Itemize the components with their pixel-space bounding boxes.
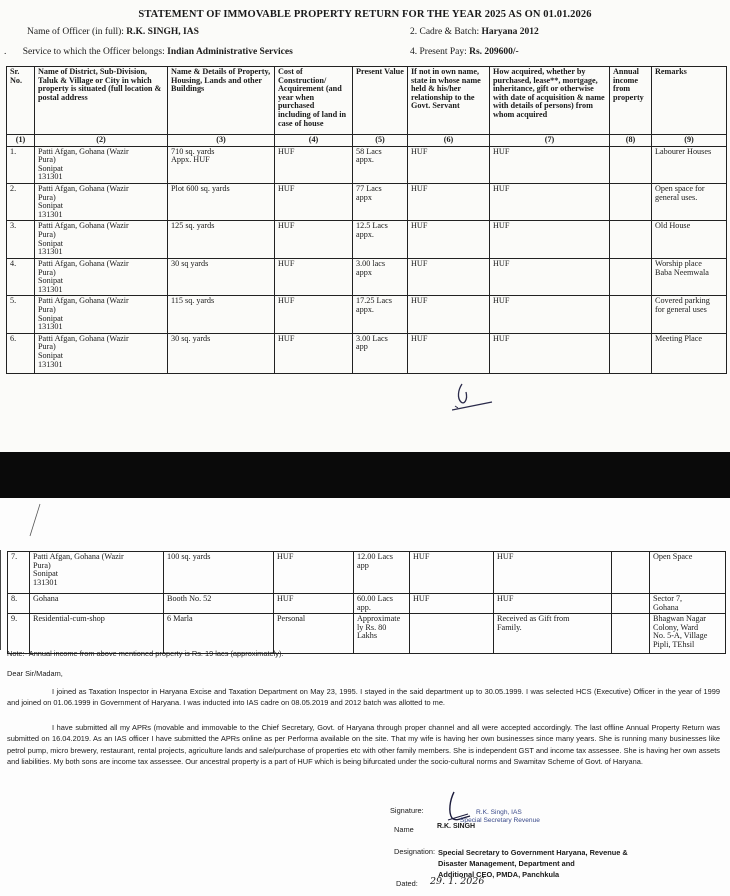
location-cell-line: Patti Afgan, Gohana (Wazir: [38, 221, 129, 231]
officer-label: Name of Officer (in full):: [27, 27, 124, 37]
location-cell-line: Patti Afgan, Gohana (Wazir: [33, 552, 124, 561]
designation-line: Disaster Management, Department and: [438, 859, 575, 869]
sr-no-cell: 2.: [7, 184, 35, 221]
remarks-cell-line: general uses.: [655, 192, 698, 202]
value-cell: [353, 258, 408, 295]
remarks-cell: [652, 184, 727, 221]
location-cell: [35, 296, 168, 333]
value-cell: [354, 614, 410, 654]
header-cell: Cost of Construction/ Acquirement (and year when purchased including of land in case of house: [275, 67, 353, 135]
income-cell: [610, 221, 652, 258]
header-cell: Present Value: [353, 67, 408, 135]
owner-cell: HUF: [410, 594, 494, 614]
value-cell-line: Approximate: [357, 614, 401, 624]
owner-cell: HUF: [408, 146, 490, 183]
location-cell-line: Gohana: [33, 594, 59, 603]
remarks-cell-line: Gohana: [653, 602, 679, 612]
signature-label: Signature:: [390, 806, 424, 815]
income-cell: [610, 258, 652, 295]
pay-line: [410, 47, 519, 57]
value-cell-line: 3.00 lacs: [356, 258, 386, 268]
page-two: [0, 498, 730, 896]
table-row: [7, 296, 727, 333]
acquired-cell: HUF: [490, 258, 610, 295]
col-number: (7): [490, 135, 610, 147]
remarks-cell-line: Sector 7,: [653, 594, 683, 603]
details-cell: [168, 146, 275, 183]
header-cell: Sr. No.: [7, 67, 35, 135]
value-cell: [353, 296, 408, 333]
location-cell-line: Sonipat: [38, 163, 64, 173]
remarks-cell: [652, 146, 727, 183]
table-row: [7, 146, 727, 183]
cost-cell: HUF: [275, 146, 353, 183]
owner-cell: [410, 614, 494, 654]
owner-cell: HUF: [408, 333, 490, 373]
location-cell: [30, 614, 164, 654]
value-cell: [353, 146, 408, 183]
header-cell: Remarks: [652, 67, 727, 135]
details-cell-line: 710 sq. yards: [171, 146, 215, 156]
col-number: (9): [652, 135, 727, 147]
cost-cell: HUF: [275, 221, 353, 258]
location-cell-line: Patti Afgan, Gohana (Wazir: [38, 146, 129, 156]
table-row: [8, 594, 726, 614]
remarks-cell: [652, 296, 727, 333]
location-cell: [35, 258, 168, 295]
value-cell-line: 17.25 Lacs: [356, 296, 392, 306]
location-cell: [35, 184, 168, 221]
cost-cell: HUF: [275, 184, 353, 221]
value-cell-line: 77 Lacs: [356, 184, 382, 194]
table-row: [7, 333, 727, 373]
acquired-cell: HUF: [490, 146, 610, 183]
table-row: [8, 614, 726, 654]
location-cell-line: Pura): [38, 267, 56, 277]
income-cell: [610, 333, 652, 373]
acquired-cell-line: HUF: [497, 594, 514, 603]
location-cell-line: 131301: [38, 284, 63, 294]
details-cell-line: Booth No. 52: [167, 594, 212, 603]
details-cell-line: 30 sq yards: [171, 258, 209, 268]
value-cell-line: 3.00 Lacs: [356, 333, 388, 343]
sr-no-cell: 5.: [7, 296, 35, 333]
service-value: Indian Administrative Services: [167, 47, 293, 57]
location-cell: [35, 146, 168, 183]
remarks-cell-line: Open Space: [653, 552, 693, 561]
remarks-cell: [650, 552, 726, 594]
value-cell-line: 12.5 Lacs: [356, 221, 388, 231]
header-row: [7, 67, 727, 135]
acquired-cell: HUF: [490, 333, 610, 373]
cadre-line: [410, 27, 539, 37]
value-cell-line: 12.00 Lacs: [357, 552, 393, 561]
location-cell-line: Pura): [38, 342, 56, 352]
cost-cell: HUF: [275, 333, 353, 373]
remarks-cell-line: Old House: [655, 221, 691, 231]
page-separator: [0, 452, 730, 498]
value-cell: [353, 184, 408, 221]
location-cell-line: 131301: [38, 359, 63, 369]
value-cell: [354, 552, 410, 594]
property-table-page1: [6, 66, 727, 374]
designation-line: Special Secretary to Government Haryana, Revenue &: [438, 848, 628, 857]
income-cell: [612, 552, 650, 594]
sr-no-cell: 8.: [8, 594, 30, 614]
remarks-cell-line: Meeting Place: [655, 333, 703, 343]
dated-value: 29. 1. 2026: [430, 876, 485, 887]
sr-no-cell: 7.: [8, 552, 30, 594]
location-cell-line: Residential-cum-shop: [33, 614, 105, 624]
details-cell-line: 125 sq. yards: [171, 221, 215, 231]
acquired-cell: [494, 552, 612, 594]
owner-cell: HUF: [408, 258, 490, 295]
service-line: [4, 47, 293, 57]
details-cell: [168, 296, 275, 333]
location-cell-line: Pura): [38, 304, 56, 314]
remarks-cell-line: No. 5-A, Village: [653, 631, 708, 641]
location-cell: [35, 221, 168, 258]
remarks-cell: [652, 258, 727, 295]
statement-title: STATEMENT OF IMMOVABLE PROPERTY RETURN FOR THE YEAR 2025 AS ON 01.01.2026: [138, 9, 592, 20]
location-cell-line: 131301: [33, 577, 58, 587]
property-table-page2: [7, 551, 726, 654]
header-cell: Name & Details of Property, Housing, Lands and other Buildings: [168, 67, 275, 135]
designation-label: Designation:: [394, 847, 436, 856]
acquired-cell: HUF: [490, 184, 610, 221]
value-cell-line: app.: [357, 602, 371, 612]
income-cell: [610, 296, 652, 333]
details-cell-line: Appx. HUF: [171, 155, 210, 165]
remarks-cell-line: Bhagwan Nagar: [653, 614, 706, 624]
details-cell: [164, 614, 274, 654]
remarks-cell-line: Labourer Houses: [655, 146, 712, 156]
value-cell-line: 60.00 Lacs: [357, 594, 393, 603]
remarks-cell-line: Colony, Ward: [653, 622, 699, 632]
location-cell-line: Pura): [38, 192, 56, 202]
header-cell: How acquired, whether by purchased, lease**, mortgage, inheritance, gift or otherwise with date of acquisition & name with details of persons) from whom acquired: [490, 67, 610, 135]
acquired-cell: HUF: [490, 221, 610, 258]
header-cell: Annual income from property: [610, 67, 652, 135]
remarks-cell-line: Worship place: [655, 258, 702, 268]
owner-cell: HUF: [408, 221, 490, 258]
owner-cell: HUF: [410, 552, 494, 594]
income-cell: [610, 146, 652, 183]
value-cell: [353, 333, 408, 373]
col-number: (5): [353, 135, 408, 147]
col-number: (1): [7, 135, 35, 147]
designation-line: Additional CEO, PMDA, Panchkula: [438, 870, 560, 880]
col-number: (3): [168, 135, 275, 147]
acquired-cell: HUF: [490, 296, 610, 333]
dated-label: Dated:: [396, 879, 418, 888]
income-cell: [610, 184, 652, 221]
location-cell-line: Sonipat: [38, 351, 64, 361]
value-cell-line: 58 Lacs: [356, 146, 382, 156]
col-number: (6): [408, 135, 490, 147]
pay-label: 4. Present Pay:: [410, 47, 467, 57]
acquired-cell: [494, 614, 612, 654]
cost-cell: HUF: [275, 296, 353, 333]
cost-cell: HUF: [274, 552, 354, 594]
stamp-name: R.K. Singh, IAS: [476, 809, 522, 816]
sr-no-cell: 1.: [7, 146, 35, 183]
details-cell-line: 30 sq. yards: [171, 333, 211, 343]
pen-mark-icon: [28, 502, 48, 538]
table-row: [7, 258, 727, 295]
col-number: (4): [275, 135, 353, 147]
remarks-cell-line: for general uses: [655, 304, 707, 314]
cadre-label: 2. Cadre & Batch:: [410, 27, 480, 37]
col-number: (8): [610, 135, 652, 147]
details-cell-line: 115 sq. yards: [171, 296, 215, 306]
value-cell-line: Lakhs: [357, 631, 378, 641]
location-cell-line: 131301: [38, 209, 63, 219]
name-label: Name: [394, 825, 414, 834]
details-cell-line: 100 sq. yards: [167, 552, 211, 561]
location-cell-line: 131301: [38, 322, 63, 332]
value-cell-line: appx.: [356, 155, 374, 165]
header-cell: Name of District, Sub-Division, Taluk & Village or City in which property is situated (full location & postal address: [35, 67, 168, 135]
officer-name-line: [27, 27, 199, 37]
remarks-cell: [652, 221, 727, 258]
initials-signature-icon: [452, 380, 512, 420]
remarks-cell: [650, 614, 726, 654]
location-cell-line: Sonipat: [38, 276, 64, 286]
remarks-cell-line: Open space for: [655, 184, 705, 194]
location-cell-line: Sonipat: [38, 201, 64, 211]
remarks-cell-line: Pipli, TEhsil: [653, 640, 695, 650]
income-cell: [612, 594, 650, 614]
list-dot: .: [4, 47, 7, 57]
location-cell-line: Pura): [33, 560, 51, 570]
name-value: R.K. SINGH: [437, 823, 476, 830]
location-cell-line: Patti Afgan, Gohana (Wazir: [38, 333, 129, 343]
location-cell-line: Patti Afgan, Gohana (Wazir: [38, 296, 129, 306]
location-cell-line: Sonipat: [33, 569, 59, 579]
salutation: Dear Sir/Madam,: [7, 669, 63, 678]
sr-no-cell: 9.: [8, 614, 30, 654]
header-cell: If not in own name, state in whose name held & his/her relationship to the Govt. Servant: [408, 67, 490, 135]
table-row: [7, 221, 727, 258]
remarks-cell-line: Covered parking: [655, 296, 710, 306]
location-cell: [30, 594, 164, 614]
location-cell-line: Patti Afgan, Gohana (Wazir: [38, 258, 129, 268]
acquired-cell-line: Family.: [497, 622, 522, 632]
details-cell: [164, 552, 274, 594]
owner-cell: HUF: [408, 184, 490, 221]
paragraph-apr: I have submitted all my APRs (movable and immovable to the Chief Secretary, Govt. of Haryana through proper channel and all were accepted accordingly. The last offline Annual Property Return was submitted on 16.04.2019. As an IAS officer I have submitted the APRs online as per Performa available on the site. That my wife is having her own businesses since many years. She is running many businesses like petrol pump, micro brewery, restaurant, rental projects, agriculture lands and sale/purchase of properties etc with other family members. She is independent GST and income tax assessee. She is having her own assets and liabilities. My both sons are income tax assessee. Our ancestral property is a part of HUF which is being bifurcated under the socio-cultural norms and Swamitav Scheme of Govt. of Haryana.: [7, 723, 720, 767]
sr-no-cell: 3.: [7, 221, 35, 258]
cost-cell: HUF: [274, 594, 354, 614]
details-cell-line: 6 Marla: [167, 614, 193, 624]
remarks-cell: [650, 594, 726, 614]
details-cell: [168, 221, 275, 258]
location-cell-line: Patti Afgan, Gohana (Wazir: [38, 184, 129, 194]
location-cell-line: Pura): [38, 155, 56, 165]
table-row: [7, 184, 727, 221]
officer-name: R.K. SINGH, IAS: [126, 27, 199, 37]
col-number: (2): [35, 135, 168, 147]
paragraph-career: I joined as Taxation Inspector in Haryana Excise and Taxation Department on May 23, 1995. I stayed in the said department up to 30.05.1999. I was selected HCS (Executive) Officer in the year of 1999 and joined on 01.06.1999 in Government of Haryana. I was inducted into IAS cadre on 08.05.2019 and 2012 batch was allotted to me.: [7, 687, 720, 708]
value-cell: [354, 594, 410, 614]
table-row: [8, 552, 726, 594]
value-cell-line: appx: [356, 267, 372, 277]
location-cell-line: 131301: [38, 172, 63, 182]
details-cell: [168, 184, 275, 221]
income-cell: [612, 614, 650, 654]
remarks-cell: [652, 333, 727, 373]
value-cell-line: appx: [356, 192, 372, 202]
details-cell: [168, 333, 275, 373]
value-cell-line: ly Rs. 80: [357, 622, 387, 632]
location-cell: [35, 333, 168, 373]
cadre-value: Haryana 2012: [481, 27, 539, 37]
remarks-cell-line: Baba Neemwala: [655, 267, 709, 277]
sr-no-cell: 4.: [7, 258, 35, 295]
location-cell: [30, 552, 164, 594]
location-cell-line: Pura): [38, 230, 56, 240]
column-number-row: [7, 135, 727, 147]
value-cell: [353, 221, 408, 258]
acquired-cell-line: Received as Gift from: [497, 614, 570, 624]
location-cell-line: Sonipat: [38, 313, 64, 323]
value-cell-line: app: [356, 342, 368, 352]
owner-cell: HUF: [408, 296, 490, 333]
details-cell-line: Plot 600 sq. yards: [171, 184, 230, 194]
cost-cell: HUF: [275, 258, 353, 295]
acquired-cell: [494, 594, 612, 614]
location-cell-line: 131301: [38, 247, 63, 257]
details-cell: [168, 258, 275, 295]
details-cell: [164, 594, 274, 614]
acquired-cell-line: HUF: [497, 552, 514, 561]
cost-cell: Personal: [274, 614, 354, 654]
sr-no-cell: 6.: [7, 333, 35, 373]
service-label: Service to which the Officer belongs:: [22, 47, 165, 57]
value-cell-line: appx.: [356, 230, 374, 240]
stamp-designation: Special Secretary Revenue: [460, 817, 540, 824]
value-cell-line: appx.: [356, 304, 374, 314]
pay-value: Rs. 209600/-: [469, 47, 519, 57]
value-cell-line: app: [357, 560, 369, 570]
income-note: Note:- Annual income from above mentioned property is Rs. 19 lacs (approximately).: [7, 649, 284, 658]
location-cell-line: Sonipat: [38, 238, 64, 248]
